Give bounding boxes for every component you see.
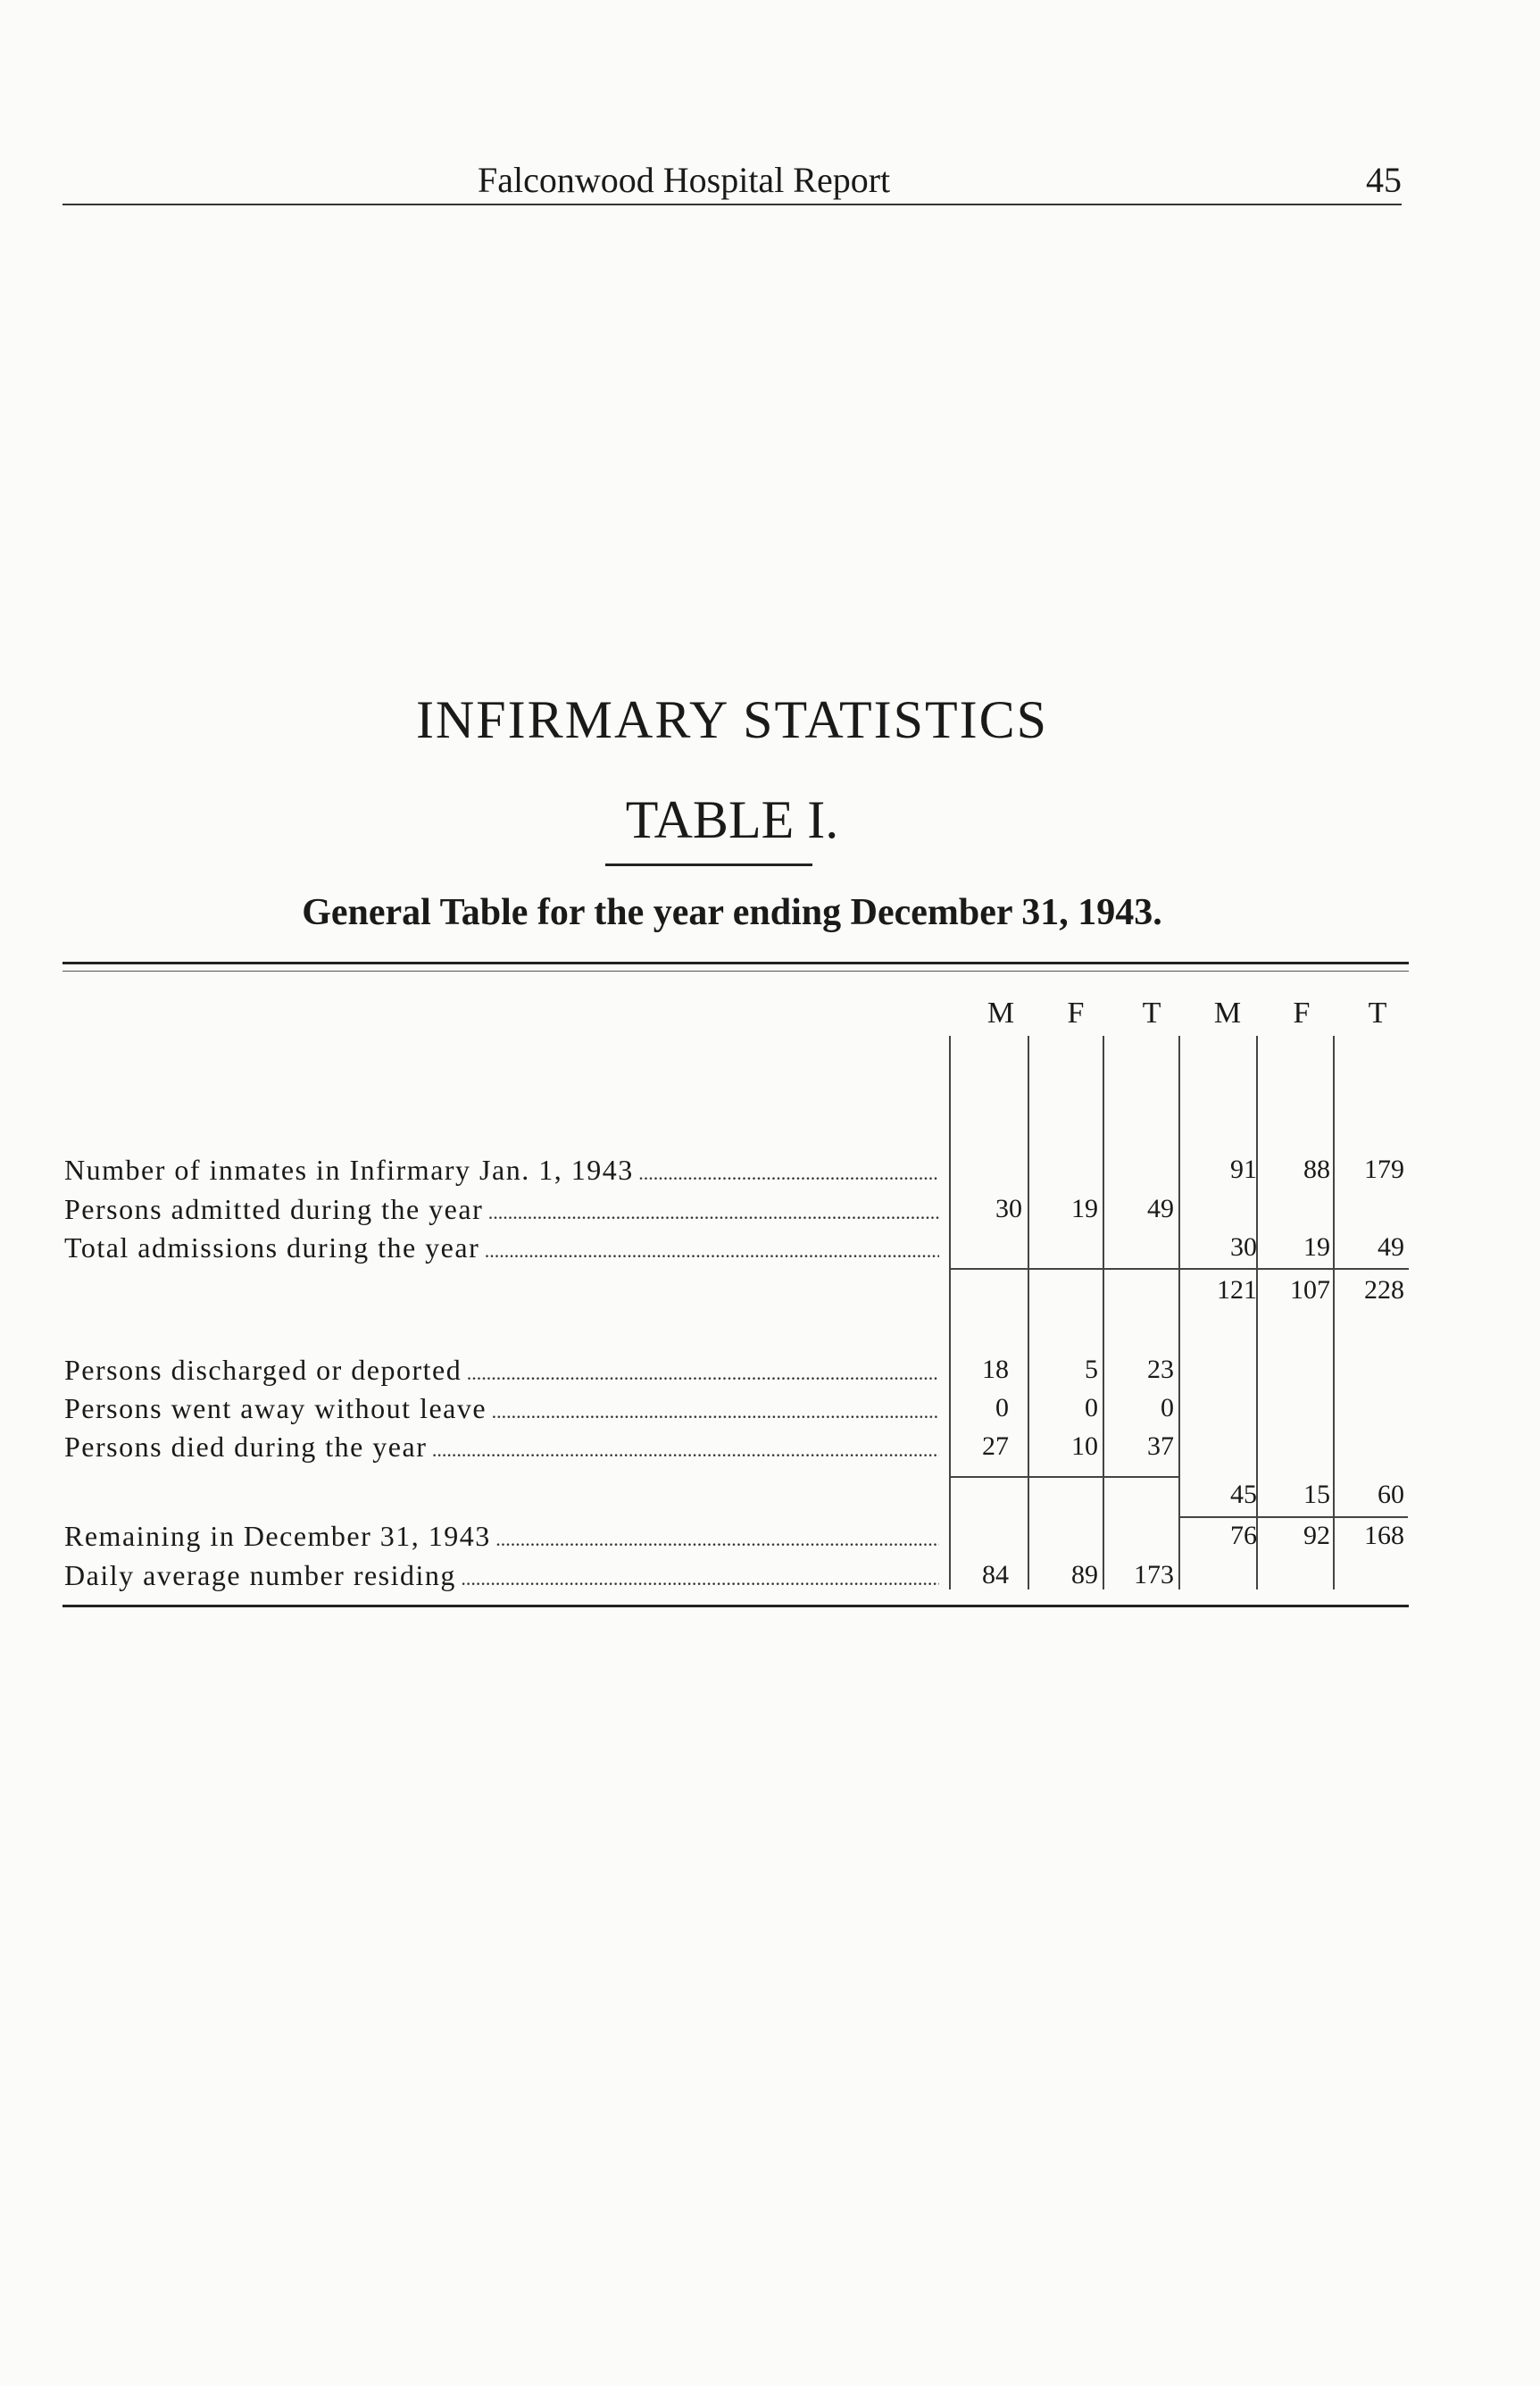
row-label: Persons died during the year ..... [64,1429,939,1464]
row-label: Remaining in December 31, 1943 ..... [64,1518,939,1554]
row-label: Persons discharged or deported ..... [64,1352,939,1388]
table-top-rule [62,962,1409,964]
cell: 84 [982,1560,1009,1589]
cell: 49 [1378,1232,1404,1262]
cell: 0 [1085,1393,1098,1422]
cell: 91 [1230,1155,1257,1184]
col-header-t1: T [1142,997,1161,1030]
cell: 30 [1230,1232,1257,1262]
column-rule [1333,1036,1335,1589]
row-label: Persons admitted during the year ..... [64,1191,939,1227]
table-label: TABLE I. [625,790,839,849]
sum-rule [951,1476,1178,1478]
page-number: 45 [1366,160,1402,200]
col-header-t2: T [1368,997,1387,1030]
row-label: Persons went away without leave ..... [64,1390,939,1426]
col-header-f2: F [1293,997,1311,1030]
column-rule [1028,1036,1029,1589]
column-rule [949,1036,951,1589]
sum-rule [1180,1268,1409,1270]
cell: 0 [995,1393,1009,1422]
row-label: Daily average number residing ..... [64,1557,939,1593]
cell: 228 [1364,1275,1404,1305]
cell: 0 [1161,1393,1174,1422]
cell: 15 [1303,1480,1330,1509]
table-bottom-rule [62,1605,1409,1607]
cell: 30 [995,1194,1022,1223]
cell: 23 [1147,1355,1174,1384]
running-head [62,159,1402,202]
cell: 88 [1303,1155,1330,1184]
col-header-f1: F [1067,997,1085,1030]
cell: 89 [1071,1560,1098,1589]
table-top-thin-rule [62,971,1409,972]
cell: 168 [1364,1521,1404,1550]
cell: 60 [1378,1480,1404,1509]
row-label: Number of inmates in Infirmary Jan. 1, 1943 ..... [64,1152,939,1188]
sum-rule [951,1268,1178,1270]
cell: 76 [1230,1521,1257,1550]
cell: 45 [1230,1480,1257,1509]
cell: 27 [982,1431,1009,1461]
cell: 173 [1134,1560,1174,1589]
col-header-m1: M [986,997,1015,1030]
row-label: Total admissions during the year ..... [64,1230,939,1265]
cell: 179 [1364,1155,1404,1184]
cell: 92 [1303,1521,1330,1550]
title-divider [605,863,812,866]
cell: 37 [1147,1431,1174,1461]
table-subtitle: General Table for the year ending December 31, 1943. [302,892,1162,933]
section-title: INFIRMARY STATISTICS [415,690,1049,749]
cell: 18 [982,1355,1009,1384]
running-head-title: Falconwood Hospital Report [478,160,891,200]
column-rule [1103,1036,1104,1589]
cell: 107 [1290,1275,1330,1305]
cell: 10 [1071,1431,1098,1461]
running-head-rule [62,204,1402,205]
column-rule [1178,1036,1180,1589]
cell: 121 [1217,1275,1257,1305]
cell: 19 [1303,1232,1330,1262]
cell: 5 [1085,1355,1098,1384]
col-header-m2: M [1213,997,1242,1030]
cell: 49 [1147,1194,1174,1223]
cell: 19 [1071,1194,1098,1223]
